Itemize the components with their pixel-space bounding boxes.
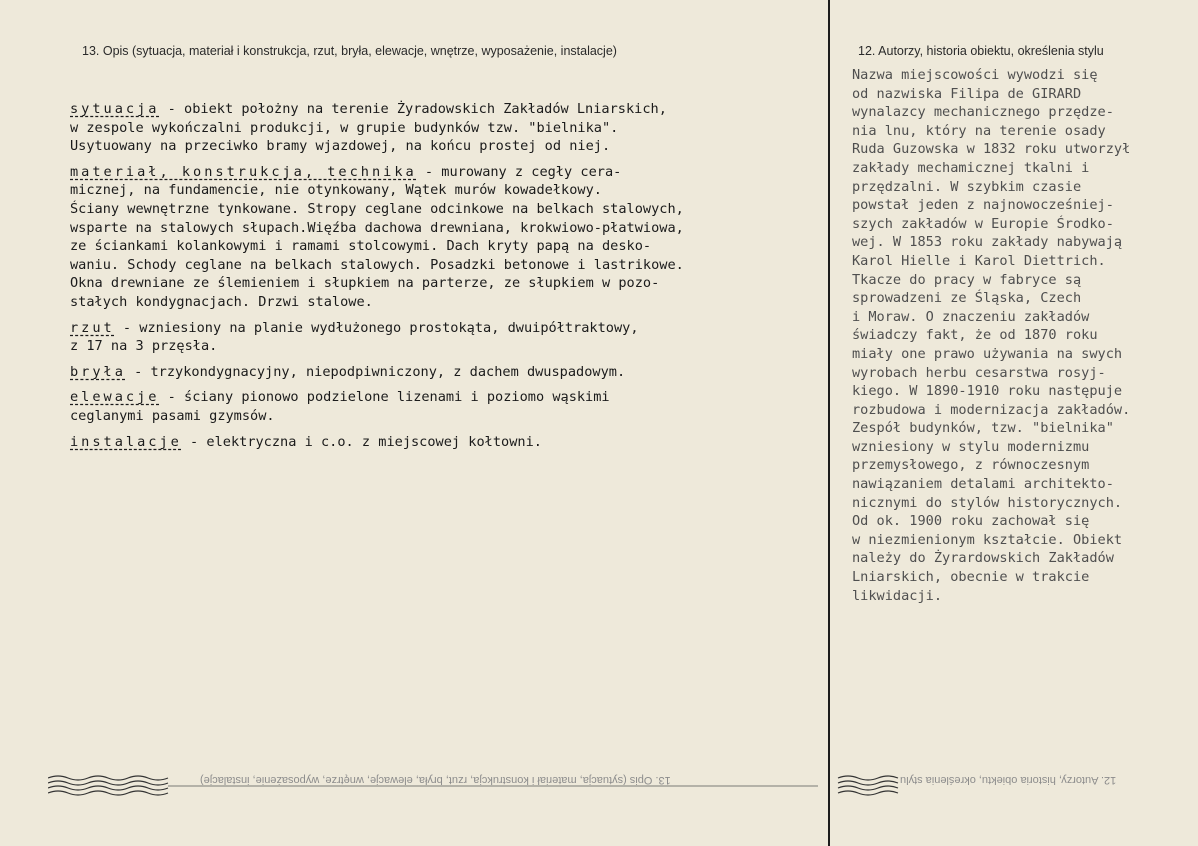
section-line bbox=[70, 319, 830, 338]
section-text: micznej, na fundamencie, nie otynkowany, Wątek murów kowadełkowy. bbox=[70, 182, 602, 199]
section-2 bbox=[70, 319, 830, 356]
history-line: powstał jeden z najnowocześniej- bbox=[852, 197, 1114, 214]
section-text: Ściany wewnętrzne tynkowane. Stropy ceglane odcinkowe na belkach stalowych, bbox=[70, 200, 684, 217]
section-text: w zespole wykończalni produkcji, w grupie budynków tzw. "bielnika". bbox=[70, 119, 619, 136]
section-keyword: bryła bbox=[70, 363, 126, 380]
section-text: wsparte na stalowych słupach.Więźba dachowa drewniana, krokwiowo-płatwiowa, bbox=[70, 219, 684, 236]
section-text: Okna drewniane ze ślemieniem i słupkiem na parterze, ze słupkiem w pozo- bbox=[70, 275, 660, 292]
history-line: Karol Hielle i Karol Diettrich. bbox=[852, 252, 1106, 269]
history-line: nawiązaniem detalami architekto- bbox=[852, 476, 1114, 493]
section-line bbox=[70, 137, 830, 156]
section-4 bbox=[70, 388, 830, 425]
history-line: wynalazcy mechanicznego przędze- bbox=[852, 104, 1114, 121]
history-line: zakłady mechamicznej tkalni i bbox=[852, 159, 1090, 176]
history-line: Lniarskich, obecnie w trakcie bbox=[852, 569, 1090, 586]
history-line: rozbudowa i modernizacja zakładów. bbox=[852, 401, 1131, 418]
section-text: Usytuowany na przeciwko bramy wjazdowej, na końcu prostej od niej. bbox=[70, 138, 611, 155]
section-line bbox=[70, 163, 830, 182]
section-keyword: instalacje bbox=[70, 433, 182, 450]
section-line bbox=[70, 407, 830, 426]
description-header: 13. Opis (sytuacja, materiał i konstrukcja, rzut, bryła, elewacje, wnętrze, wyposażenie, instalacje) bbox=[82, 44, 617, 58]
history-line: Nazwa miejscowości wywodzi się bbox=[852, 67, 1098, 83]
section-text: - obiekt położny na terenie Żyradowskich Zakładów Lniarskich, bbox=[159, 101, 667, 117]
section-1 bbox=[70, 163, 830, 312]
history-header: 12. Autorzy, historia obiektu, określenia stylu bbox=[858, 44, 1104, 58]
history-line: Ruda Guzowska w 1832 roku utworzył bbox=[852, 141, 1131, 158]
history-line: likwidacji. bbox=[852, 587, 943, 604]
description-body bbox=[70, 100, 830, 458]
section-line bbox=[70, 100, 830, 119]
section-keyword: materiał, konstrukcja, technika bbox=[70, 163, 417, 180]
history-line: wyrobach herbu cesarstwa rosyj- bbox=[852, 364, 1106, 381]
section-text: waniu. Schody ceglane na belkach stalowych. Posadzki betonowe i lastrikowe. bbox=[70, 256, 684, 273]
history-line: w niezmienionym kształcie. Obiekt bbox=[852, 531, 1123, 548]
history-line: należy do Żyrardowskich Zakładów bbox=[852, 550, 1114, 567]
section-3 bbox=[70, 363, 830, 382]
history-line: Tkacze do pracy w fabryce są bbox=[852, 271, 1082, 288]
section-line bbox=[70, 388, 830, 407]
section-line bbox=[70, 433, 830, 452]
section-line bbox=[70, 363, 830, 382]
history-line: kiego. W 1890-1910 roku następuje bbox=[852, 383, 1123, 400]
section-line bbox=[70, 337, 830, 356]
history-line: szych zakładów w Europie Środko- bbox=[852, 215, 1114, 232]
section-text: - wzniesiony na planie wydłużonego prostokąta, dwuipółtraktowy, bbox=[114, 319, 639, 336]
section-text: - murowany z cegły cera- bbox=[416, 163, 622, 180]
section-5 bbox=[70, 433, 830, 452]
mirrored-description-header: 13. Opis (sytuacja, materiał i konstrukcja, rzut, bryła, elewacje, wnętrze, wyposażenie, instalacje) bbox=[200, 774, 671, 786]
section-0 bbox=[70, 100, 830, 156]
history-line: wzniesiony w stylu modernizmu bbox=[852, 438, 1090, 455]
section-text: - trzykondygnacyjny, niepodpiwniczony, z dachem dwuspadowym. bbox=[125, 363, 626, 380]
section-keyword: sytuacja bbox=[70, 101, 160, 117]
history-line: od nazwiska Filipa de GIRARD bbox=[852, 85, 1082, 102]
history-body bbox=[852, 66, 1197, 605]
history-line: miały one prawo używania na swych bbox=[852, 345, 1123, 362]
section-text: ze ściankami kolankowymi i ramami stolcowymi. Dach kryty papą na desko- bbox=[70, 238, 652, 255]
section-text: stałych kondygnacjach. Drzwi stalowe. bbox=[70, 293, 373, 310]
section-line bbox=[70, 200, 830, 219]
section-keyword: rzut bbox=[70, 319, 115, 336]
history-line: sprowadzeni ze Śląska, Czech bbox=[852, 290, 1082, 307]
mirrored-history-header: 12. Autorzy, historia obiektu, określenia stylu bbox=[900, 774, 1117, 786]
section-text: ceglanymi pasami gzymsów. bbox=[70, 407, 275, 424]
history-line: przemysłowego, z równoczesnym bbox=[852, 457, 1090, 474]
section-line bbox=[70, 219, 830, 238]
history-line: Zespół budynków, tzw. "bielnika" bbox=[852, 420, 1114, 437]
section-text: - elektryczna i c.o. z miejscowej kołtowni. bbox=[181, 433, 542, 450]
history-line: przędzalni. W szybkim czasie bbox=[852, 178, 1082, 195]
section-line bbox=[70, 293, 830, 312]
history-line: nia lnu, który na terenie osady bbox=[852, 122, 1106, 139]
history-line: Od ok. 1900 roku zachował się bbox=[852, 513, 1090, 530]
section-line bbox=[70, 237, 830, 256]
section-keyword: elewacje bbox=[70, 389, 160, 406]
history-line: wej. W 1853 roku zakłady nabywają bbox=[852, 234, 1123, 251]
history-line: świadczy fakt, że od 1870 roku bbox=[852, 327, 1098, 344]
section-line bbox=[70, 274, 830, 293]
history-line: nicznymi do stylów historycznych. bbox=[852, 494, 1123, 511]
history-line: i Moraw. O znaczeniu zakładów bbox=[852, 308, 1090, 325]
section-line bbox=[70, 256, 830, 275]
section-text: - ściany pionowo podzielone lizenami i poziomo wąskimi bbox=[159, 389, 610, 406]
section-line bbox=[70, 119, 830, 138]
section-line bbox=[70, 181, 830, 200]
section-text: z 17 na 3 przęsła. bbox=[70, 338, 218, 355]
